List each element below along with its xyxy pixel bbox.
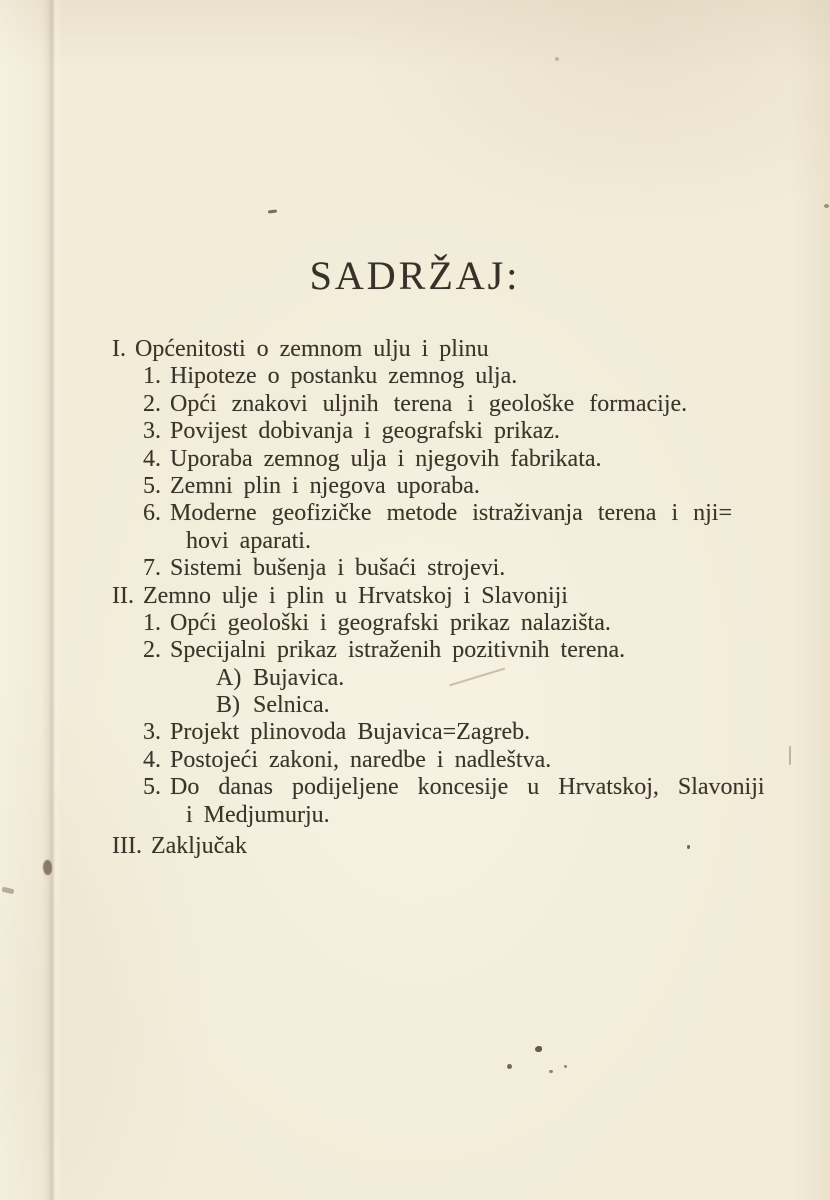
- item-marker: 2.: [143, 637, 161, 664]
- ink-speck: [549, 1070, 553, 1073]
- item-marker: 5.: [143, 774, 161, 801]
- toc-item: [0, 719, 830, 746]
- page-title: SADRŽAJ:: [309, 253, 521, 298]
- item-text: Uporaba zemnog ulja i njegovih fabrikata.: [170, 445, 602, 472]
- section-title-text: Zemno ulje i plin u Hrvatskoj i Slavoniji: [142, 582, 568, 609]
- section-heading-ii: [0, 583, 830, 610]
- item-marker: B): [216, 692, 240, 719]
- ink-speck: [507, 1064, 512, 1069]
- section-heading-iii: [0, 833, 830, 860]
- item-marker: 7.: [143, 555, 161, 582]
- toc-subitem: [0, 692, 830, 719]
- ink-speck: [535, 1046, 542, 1052]
- toc-item: [0, 391, 830, 418]
- toc-item: [0, 610, 830, 637]
- section-numeral: I.: [112, 336, 126, 362]
- item-text: hovi aparati.: [186, 527, 311, 554]
- toc-subitem: [0, 665, 830, 692]
- ink-speck: [555, 57, 559, 61]
- item-text: Hipoteze o postanku zemnog ulja.: [170, 363, 518, 390]
- table-of-contents: [0, 336, 830, 860]
- section-title-text: Zaključak: [150, 833, 247, 860]
- toc-item: [0, 500, 830, 527]
- section-numeral: III.: [112, 833, 142, 860]
- item-text: i Medjumurju.: [186, 801, 330, 828]
- item-marker: 1.: [143, 609, 161, 636]
- item-text: Postojeći zakoni, naredbe i nadleštva.: [170, 746, 552, 773]
- item-marker: 2.: [143, 390, 161, 417]
- toc-item: [0, 747, 830, 774]
- item-text: Projekt plinovoda Bujavica=Zagreb.: [170, 719, 531, 746]
- toc-item: [0, 637, 830, 664]
- item-text: Selnica.: [253, 692, 330, 719]
- item-marker: A): [216, 664, 242, 691]
- ink-speck: [824, 204, 829, 208]
- item-continuation-line: [0, 802, 830, 829]
- toc-item: [0, 555, 830, 582]
- item-text: Do danas podijeljene koncesije u Hrvatskoj, Slavoniji: [170, 774, 765, 801]
- item-marker: 3.: [143, 719, 161, 746]
- item-marker: 3.: [143, 418, 161, 445]
- toc-item: [0, 418, 830, 445]
- item-marker: 1.: [143, 363, 161, 390]
- section-title-text: Općenitosti o zemnom ulju i plinu: [135, 336, 489, 362]
- item-marker: 4.: [143, 445, 161, 472]
- ink-speck: [268, 209, 277, 213]
- item-marker: 4.: [143, 746, 161, 773]
- ink-speck: [564, 1065, 567, 1068]
- item-text: Specijalni prikaz istraženih pozitivnih terena.: [170, 637, 626, 664]
- item-text: Moderne geofizičke metode istraživanja terena i nji=: [170, 500, 732, 527]
- toc-item: [0, 446, 830, 473]
- item-text: Opći geološki i geografski prikaz nalazišta.: [170, 609, 611, 636]
- toc-item: [0, 774, 830, 801]
- section-heading-i: [0, 336, 830, 363]
- item-continuation-line: [0, 528, 830, 555]
- item-text: Sistemi bušenja i bušaći strojevi.: [170, 555, 506, 582]
- toc-item: [0, 473, 830, 500]
- section-numeral: II.: [112, 582, 134, 609]
- item-text: Zemni plin i njegova uporaba.: [170, 472, 480, 499]
- toc-item: [0, 363, 830, 390]
- item-marker: 6.: [143, 500, 161, 527]
- item-text: Bujavica.: [253, 664, 345, 691]
- item-text: Povijest dobivanja i geografski prikaz.: [170, 418, 560, 445]
- item-text: Opći znakovi uljnih terena i geološke formacije.: [170, 390, 688, 417]
- item-marker: 5.: [143, 472, 161, 499]
